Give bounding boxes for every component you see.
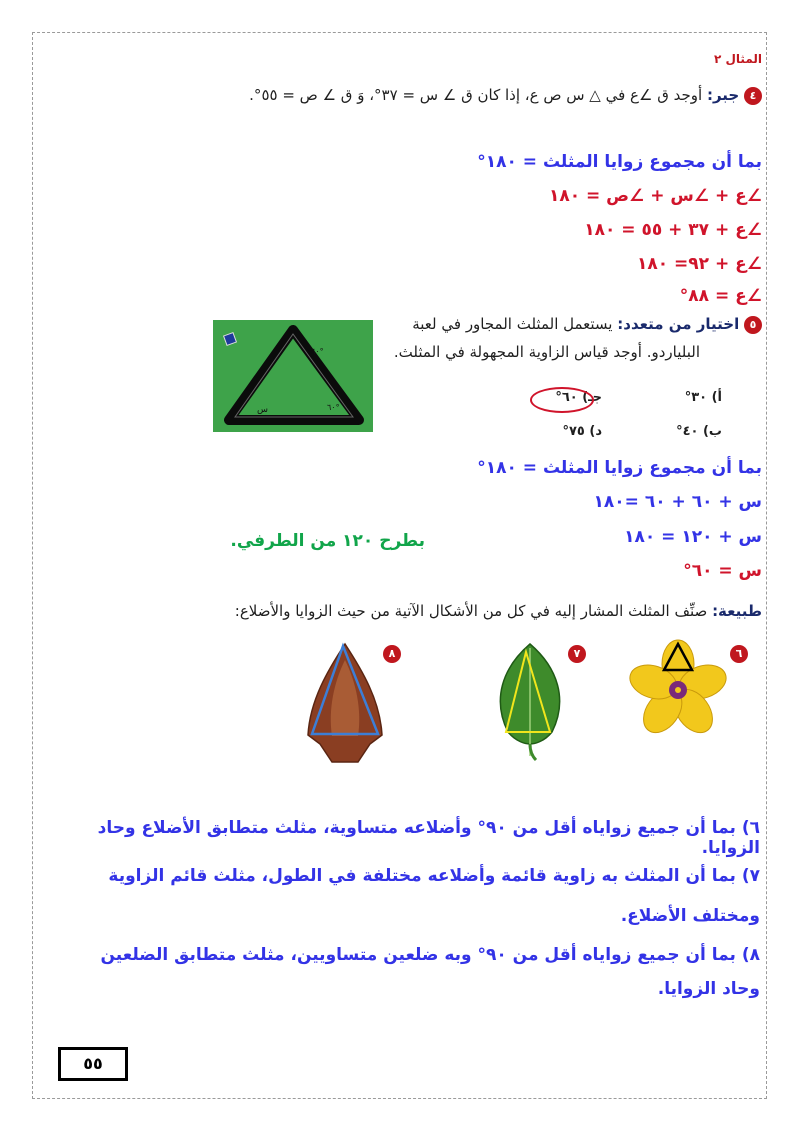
- question-number-badge: ٥: [744, 316, 762, 334]
- solution-line: ∠ع + ∠س + ∠ص = ١٨٠: [548, 186, 762, 206]
- solution-line: س + ١٢٠ = ١٨٠: [624, 527, 762, 547]
- question-text: صنِّف المثلث المشار إليه في كل من الأشكال الآتية من حيث الزوايا والأضلاع:: [234, 602, 708, 620]
- solution-line: س = ٦٠°: [683, 561, 762, 581]
- option-b: ب) ٤٠°: [676, 424, 722, 439]
- question-text: أوجد ق ∠ع في △ س ص ع، إذا كان ق ∠ س = ٣٧°، وَ ق ∠ ص = ٥٥°.: [249, 86, 703, 104]
- question-keyword: اختيار من متعدد:: [617, 315, 740, 333]
- example-title: المثال ٢: [714, 52, 762, 66]
- question-5: [412, 315, 762, 334]
- figure-angle-label: ٦٠°: [327, 403, 340, 412]
- solution-line: بما أن مجموع زوايا المثلث = ١٨٠°: [477, 152, 762, 172]
- option-a: أ) ٣٠°: [684, 390, 722, 405]
- figure-unknown-angle: س: [257, 405, 268, 415]
- arrowhead-figure: [300, 640, 390, 765]
- figure-number-badge: ٦: [730, 645, 748, 663]
- answer-8: ٨) بما أن جميع زواياه أقل من ٩٠° وبه ضلعين متساويين، مثلث متطابق الضلعين وحاد الزوايا.: [100, 945, 760, 999]
- figure-angle-label: ٦٠°: [311, 347, 324, 356]
- figure-number-badge: ٨: [383, 645, 401, 663]
- question-text-continued: البلياردو. أوجد قياس الزاوية المجهولة في المثلث.: [393, 343, 700, 361]
- solution-line: ∠ع + ٩٢= ١٨٠: [636, 254, 762, 274]
- question-4: [249, 86, 762, 105]
- solution-line: س + ٦٠ + ٦٠ =١٨٠: [593, 492, 762, 512]
- option-c: جـ) ٦٠°: [555, 390, 602, 405]
- billiard-triangle-figure: [213, 320, 373, 432]
- solution-note: بطرح ١٢٠ من الطرفي.: [230, 531, 425, 551]
- answer-6: ٦) بما أن جميع زواياه أقل من ٩٠° وأضلاعه متساوية، مثلث متطابق الأضلاع وحاد الزوايا.: [97, 818, 760, 858]
- question-number-badge: ٤: [744, 87, 762, 105]
- leaf-figure: [488, 640, 572, 762]
- solution-line: ∠ع + ٣٧ + ٥٥ = ١٨٠: [584, 220, 762, 240]
- answer-7: ٧) بما أن المثلث به زاوية قائمة وأضلاعه مختلفة في الطول، مثلث قائم الزاوية ومختلف الأضلاع.: [108, 866, 760, 926]
- question-keyword: طبيعة:: [712, 602, 762, 620]
- page-number: ٥٥: [58, 1047, 128, 1081]
- solution-line: ∠ع = ٨٨°: [679, 286, 762, 306]
- option-d: د) ٧٥°: [562, 424, 602, 439]
- solution-line: بما أن مجموع زوايا المثلث = ١٨٠°: [477, 458, 762, 478]
- question-text: يستعمل المثلث المجاور في لعبة: [412, 315, 613, 333]
- flower-figure: [628, 638, 728, 738]
- figure-number-badge: ٧: [568, 645, 586, 663]
- correct-answer-circle: [530, 387, 594, 413]
- question-6-header: [235, 602, 762, 620]
- question-keyword: جبر:: [706, 86, 740, 104]
